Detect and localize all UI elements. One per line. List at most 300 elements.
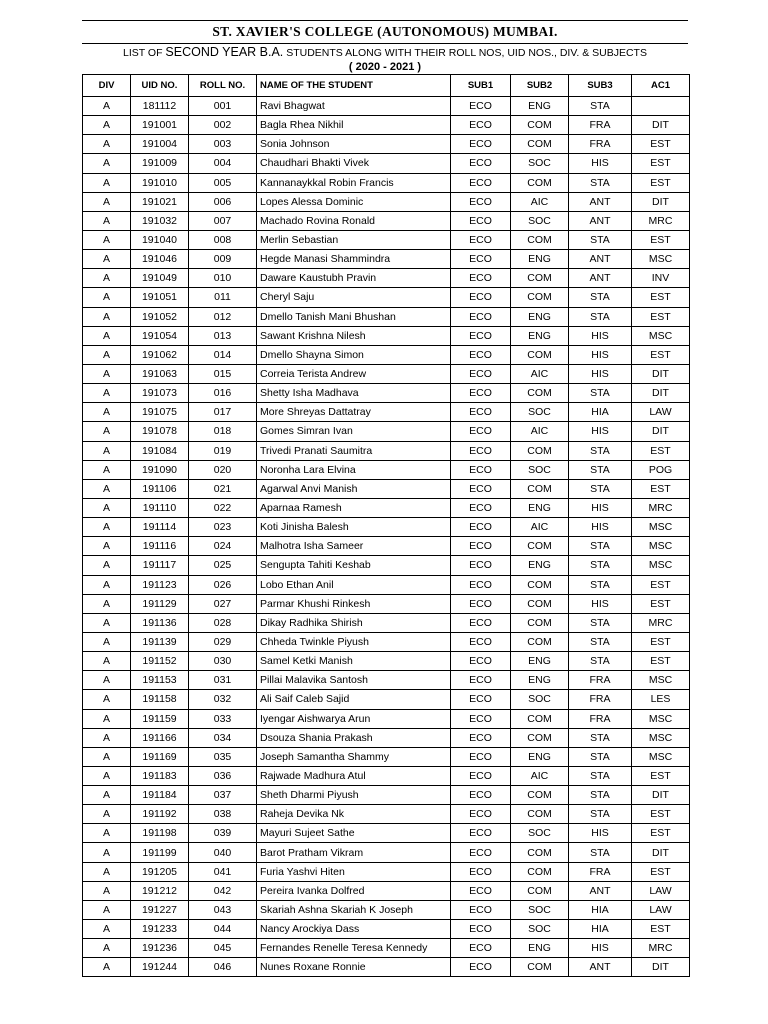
sub3-cell: HIS: [569, 518, 632, 537]
ac1-cell: DIT: [632, 422, 690, 441]
table-row: [83, 441, 690, 460]
ac1-cell: EST: [632, 920, 690, 939]
sub3-cell: STA: [569, 786, 632, 805]
roll-cell: 036: [189, 766, 257, 785]
ac1-cell: MRC: [632, 498, 690, 517]
sub1-cell: ECO: [451, 364, 511, 383]
div-cell: A: [83, 97, 131, 116]
div-cell: A: [83, 939, 131, 958]
div-cell: A: [83, 843, 131, 862]
sub2-cell: COM: [511, 173, 569, 192]
name-cell: Dmello Tanish Mani Bhushan: [257, 307, 451, 326]
uid-cell: 191078: [131, 422, 189, 441]
table-row: [83, 709, 690, 728]
sub3-cell: ANT: [569, 211, 632, 230]
div-cell: A: [83, 288, 131, 307]
name-cell: Pereira Ivanka Dolfred: [257, 881, 451, 900]
uid-cell: 191184: [131, 786, 189, 805]
div-cell: A: [83, 441, 131, 460]
sub2-cell: ENG: [511, 97, 569, 116]
uid-cell: 191183: [131, 766, 189, 785]
name-cell: Lobo Ethan Anil: [257, 575, 451, 594]
name-cell: Ravi Bhagwat: [257, 97, 451, 116]
sub2-cell: COM: [511, 613, 569, 632]
roll-cell: 044: [189, 920, 257, 939]
table-header-row: [83, 75, 690, 97]
roll-cell: 008: [189, 230, 257, 249]
table-row: [83, 154, 690, 173]
sub1-cell: ECO: [451, 766, 511, 785]
sub2-cell: ENG: [511, 556, 569, 575]
div-cell: A: [83, 824, 131, 843]
table-row: [83, 632, 690, 651]
ac1-cell: DIT: [632, 786, 690, 805]
sub1-cell: ECO: [451, 498, 511, 517]
div-cell: A: [83, 498, 131, 517]
name-cell: Iyengar Aishwarya Arun: [257, 709, 451, 728]
div-cell: A: [83, 594, 131, 613]
table-row: [83, 192, 690, 211]
uid-cell: 191159: [131, 709, 189, 728]
ac1-cell: MRC: [632, 211, 690, 230]
ac1-cell: LES: [632, 690, 690, 709]
ac1-cell: EST: [632, 594, 690, 613]
uid-cell: 191063: [131, 364, 189, 383]
uid-cell: 191139: [131, 632, 189, 651]
sub1-cell: ECO: [451, 479, 511, 498]
sub2-cell: ENG: [511, 939, 569, 958]
uid-cell: 191032: [131, 211, 189, 230]
roll-cell: 002: [189, 116, 257, 135]
name-cell: Agarwal Anvi Manish: [257, 479, 451, 498]
table-row: [83, 575, 690, 594]
div-cell: A: [83, 805, 131, 824]
sub2-cell: COM: [511, 479, 569, 498]
col-header-roll: ROLL NO.: [189, 75, 257, 97]
uid-cell: 191106: [131, 479, 189, 498]
table-row: [83, 652, 690, 671]
roll-cell: 007: [189, 211, 257, 230]
ac1-cell: EST: [632, 135, 690, 154]
sub3-cell: HIS: [569, 422, 632, 441]
sub1-cell: ECO: [451, 824, 511, 843]
sub3-cell: STA: [569, 728, 632, 747]
table-row: [83, 230, 690, 249]
div-cell: A: [83, 326, 131, 345]
sub2-cell: COM: [511, 288, 569, 307]
sub3-cell: STA: [569, 575, 632, 594]
sub3-cell: FRA: [569, 116, 632, 135]
ac1-cell: MSC: [632, 556, 690, 575]
name-cell: Lopes Alessa Dominic: [257, 192, 451, 211]
ac1-cell: [632, 97, 690, 116]
div-cell: A: [83, 345, 131, 364]
subtitle-emphasis: SECOND YEAR B.A.: [165, 45, 284, 59]
uid-cell: 191169: [131, 747, 189, 766]
sub2-cell: COM: [511, 594, 569, 613]
uid-cell: 181112: [131, 97, 189, 116]
div-cell: A: [83, 709, 131, 728]
ac1-cell: EST: [632, 307, 690, 326]
sub3-cell: HIS: [569, 326, 632, 345]
list-subtitle: [82, 43, 688, 60]
name-cell: Noronha Lara Elvina: [257, 460, 451, 479]
sub1-cell: ECO: [451, 345, 511, 364]
uid-cell: 191040: [131, 230, 189, 249]
ac1-cell: MSC: [632, 728, 690, 747]
div-cell: A: [83, 900, 131, 919]
sub3-cell: HIA: [569, 900, 632, 919]
sub2-cell: SOC: [511, 900, 569, 919]
sub3-cell: FRA: [569, 862, 632, 881]
name-cell: Shetty Isha Madhava: [257, 384, 451, 403]
table-row: [83, 747, 690, 766]
sub2-cell: SOC: [511, 403, 569, 422]
sub3-cell: HIS: [569, 939, 632, 958]
uid-cell: 191158: [131, 690, 189, 709]
roll-cell: 042: [189, 881, 257, 900]
roll-cell: 022: [189, 498, 257, 517]
roll-cell: 028: [189, 613, 257, 632]
ac1-cell: MSC: [632, 747, 690, 766]
roll-cell: 020: [189, 460, 257, 479]
name-cell: Rajwade Madhura Atul: [257, 766, 451, 785]
div-cell: A: [83, 920, 131, 939]
sub1-cell: ECO: [451, 154, 511, 173]
sub1-cell: ECO: [451, 747, 511, 766]
subtitle-prefix: LIST OF: [123, 47, 166, 59]
table-row: [83, 384, 690, 403]
sub2-cell: ENG: [511, 250, 569, 269]
sub3-cell: ANT: [569, 250, 632, 269]
sub1-cell: ECO: [451, 97, 511, 116]
ac1-cell: INV: [632, 269, 690, 288]
sub3-cell: HIS: [569, 154, 632, 173]
ac1-cell: DIT: [632, 384, 690, 403]
name-cell: Nancy Arockiya Dass: [257, 920, 451, 939]
name-cell: Sengupta Tahiti Keshab: [257, 556, 451, 575]
div-cell: A: [83, 364, 131, 383]
sub1-cell: ECO: [451, 269, 511, 288]
div-cell: A: [83, 211, 131, 230]
div-cell: A: [83, 690, 131, 709]
uid-cell: 191001: [131, 116, 189, 135]
uid-cell: 191009: [131, 154, 189, 173]
sub1-cell: ECO: [451, 288, 511, 307]
table-row: [83, 211, 690, 230]
name-cell: Furia Yashvi Hiten: [257, 862, 451, 881]
roll-cell: 030: [189, 652, 257, 671]
sub1-cell: ECO: [451, 881, 511, 900]
div-cell: A: [83, 652, 131, 671]
roll-cell: 034: [189, 728, 257, 747]
sub3-cell: HIA: [569, 403, 632, 422]
sub2-cell: COM: [511, 786, 569, 805]
academic-year: ( 2020 - 2021 ): [348, 61, 422, 73]
sub3-cell: STA: [569, 766, 632, 785]
sub2-cell: COM: [511, 632, 569, 651]
ac1-cell: DIT: [632, 192, 690, 211]
sub2-cell: AIC: [511, 766, 569, 785]
ac1-cell: EST: [632, 173, 690, 192]
name-cell: Malhotra Isha Sameer: [257, 537, 451, 556]
uid-cell: 191075: [131, 403, 189, 422]
roll-cell: 037: [189, 786, 257, 805]
sub1-cell: ECO: [451, 709, 511, 728]
ac1-cell: EST: [632, 652, 690, 671]
uid-cell: 191166: [131, 728, 189, 747]
sub1-cell: ECO: [451, 422, 511, 441]
roll-cell: 012: [189, 307, 257, 326]
sub2-cell: COM: [511, 958, 569, 977]
uid-cell: 191062: [131, 345, 189, 364]
roll-cell: 029: [189, 632, 257, 651]
div-cell: A: [83, 154, 131, 173]
sub3-cell: HIS: [569, 345, 632, 364]
div-cell: A: [83, 518, 131, 537]
ac1-cell: EST: [632, 862, 690, 881]
sub3-cell: HIS: [569, 498, 632, 517]
uid-cell: 191010: [131, 173, 189, 192]
table-row: [83, 843, 690, 862]
name-cell: Fernandes Renelle Teresa Kennedy: [257, 939, 451, 958]
uid-cell: 191110: [131, 498, 189, 517]
name-cell: Machado Rovina Ronald: [257, 211, 451, 230]
roll-cell: 040: [189, 843, 257, 862]
table-body: [83, 97, 690, 977]
roll-cell: 015: [189, 364, 257, 383]
div-cell: A: [83, 269, 131, 288]
name-cell: Sonia Johnson: [257, 135, 451, 154]
sub2-cell: COM: [511, 575, 569, 594]
roll-cell: 004: [189, 154, 257, 173]
uid-cell: 191205: [131, 862, 189, 881]
roll-cell: 006: [189, 192, 257, 211]
table-row: [83, 498, 690, 517]
sub2-cell: COM: [511, 441, 569, 460]
sub1-cell: ECO: [451, 690, 511, 709]
sub1-cell: ECO: [451, 594, 511, 613]
sub1-cell: ECO: [451, 632, 511, 651]
ac1-cell: EST: [632, 824, 690, 843]
ac1-cell: EST: [632, 288, 690, 307]
ac1-cell: MSC: [632, 709, 690, 728]
name-cell: Parmar Khushi Rinkesh: [257, 594, 451, 613]
sub1-cell: ECO: [451, 230, 511, 249]
ac1-cell: EST: [632, 766, 690, 785]
roll-cell: 039: [189, 824, 257, 843]
roll-cell: 023: [189, 518, 257, 537]
roll-cell: 003: [189, 135, 257, 154]
ac1-cell: POG: [632, 460, 690, 479]
div-cell: A: [83, 192, 131, 211]
div-cell: A: [83, 250, 131, 269]
roll-cell: 024: [189, 537, 257, 556]
uid-cell: 191004: [131, 135, 189, 154]
sub2-cell: SOC: [511, 920, 569, 939]
div-cell: A: [83, 575, 131, 594]
uid-cell: 191021: [131, 192, 189, 211]
name-cell: Aparnaa Ramesh: [257, 498, 451, 517]
sub2-cell: ENG: [511, 652, 569, 671]
sub3-cell: STA: [569, 556, 632, 575]
div-cell: A: [83, 613, 131, 632]
div-cell: A: [83, 403, 131, 422]
sub1-cell: ECO: [451, 173, 511, 192]
table-row: [83, 345, 690, 364]
uid-cell: 191090: [131, 460, 189, 479]
roll-cell: 011: [189, 288, 257, 307]
sub2-cell: COM: [511, 345, 569, 364]
sub2-cell: COM: [511, 537, 569, 556]
name-cell: Hegde Manasi Shammindra: [257, 250, 451, 269]
table-row: [83, 288, 690, 307]
ac1-cell: EST: [632, 805, 690, 824]
table-row: [83, 958, 690, 977]
col-header-sub1: SUB1: [451, 75, 511, 97]
roll-cell: 026: [189, 575, 257, 594]
ac1-cell: EST: [632, 154, 690, 173]
sub1-cell: ECO: [451, 786, 511, 805]
table-row: [83, 116, 690, 135]
name-cell: Sawant Krishna Nilesh: [257, 326, 451, 345]
uid-cell: 191153: [131, 671, 189, 690]
table-row: [83, 900, 690, 919]
div-cell: A: [83, 766, 131, 785]
sub2-cell: COM: [511, 881, 569, 900]
subtitle-suffix: STUDENTS ALONG WITH THEIR ROLL NOS, UID NOS., DIV. & SUBJECTS: [283, 47, 647, 59]
col-header-ac1: AC1: [632, 75, 690, 97]
table-row: [83, 862, 690, 881]
name-cell: Merlin Sebastian: [257, 230, 451, 249]
div-cell: A: [83, 422, 131, 441]
uid-cell: 191236: [131, 939, 189, 958]
roll-cell: 017: [189, 403, 257, 422]
sub2-cell: COM: [511, 728, 569, 747]
div-cell: A: [83, 537, 131, 556]
table-row: [83, 594, 690, 613]
table-row: [83, 403, 690, 422]
sub3-cell: STA: [569, 479, 632, 498]
sub3-cell: STA: [569, 460, 632, 479]
sub3-cell: STA: [569, 632, 632, 651]
ac1-cell: DIT: [632, 364, 690, 383]
div-cell: A: [83, 116, 131, 135]
sub1-cell: ECO: [451, 403, 511, 422]
table-row: [83, 671, 690, 690]
ac1-cell: DIT: [632, 958, 690, 977]
name-cell: Joseph Samantha Shammy: [257, 747, 451, 766]
ac1-cell: EST: [632, 632, 690, 651]
uid-cell: 191116: [131, 537, 189, 556]
sub1-cell: ECO: [451, 613, 511, 632]
uid-cell: 191073: [131, 384, 189, 403]
table-row: [83, 173, 690, 192]
name-cell: Pillai Malavika Santosh: [257, 671, 451, 690]
col-header-div: DIV: [83, 75, 131, 97]
sub3-cell: STA: [569, 537, 632, 556]
sub3-cell: ANT: [569, 192, 632, 211]
sub3-cell: ANT: [569, 269, 632, 288]
sub2-cell: COM: [511, 135, 569, 154]
ac1-cell: EST: [632, 230, 690, 249]
sub2-cell: SOC: [511, 460, 569, 479]
name-cell: Dmello Shayna Simon: [257, 345, 451, 364]
sub1-cell: ECO: [451, 671, 511, 690]
uid-cell: 191152: [131, 652, 189, 671]
table-row: [83, 269, 690, 288]
sub2-cell: AIC: [511, 364, 569, 383]
sub1-cell: ECO: [451, 843, 511, 862]
sub3-cell: STA: [569, 652, 632, 671]
ac1-cell: MSC: [632, 250, 690, 269]
table-row: [83, 422, 690, 441]
div-cell: A: [83, 479, 131, 498]
roll-cell: 001: [189, 97, 257, 116]
sub3-cell: ANT: [569, 881, 632, 900]
roll-cell: 005: [189, 173, 257, 192]
roll-cell: 031: [189, 671, 257, 690]
div-cell: A: [83, 556, 131, 575]
sub2-cell: COM: [511, 862, 569, 881]
sub3-cell: STA: [569, 384, 632, 403]
uid-cell: 191049: [131, 269, 189, 288]
div-cell: A: [83, 307, 131, 326]
name-cell: Sheth Dharmi Piyush: [257, 786, 451, 805]
roll-cell: 038: [189, 805, 257, 824]
sub1-cell: ECO: [451, 135, 511, 154]
ac1-cell: DIT: [632, 116, 690, 135]
table-row: [83, 766, 690, 785]
div-cell: A: [83, 747, 131, 766]
ac1-cell: MSC: [632, 518, 690, 537]
sub2-cell: COM: [511, 269, 569, 288]
div-cell: A: [83, 881, 131, 900]
table-row: [83, 728, 690, 747]
sub3-cell: FRA: [569, 135, 632, 154]
col-header-name: NAME OF THE STUDENT: [257, 75, 451, 97]
sub2-cell: ENG: [511, 307, 569, 326]
sub3-cell: STA: [569, 230, 632, 249]
roll-cell: 032: [189, 690, 257, 709]
sub2-cell: SOC: [511, 824, 569, 843]
uid-cell: 191054: [131, 326, 189, 345]
uid-cell: 191192: [131, 805, 189, 824]
name-cell: Ali Saif Caleb Sajid: [257, 690, 451, 709]
table-row: [83, 479, 690, 498]
roll-cell: 041: [189, 862, 257, 881]
roll-cell: 013: [189, 326, 257, 345]
sub2-cell: ENG: [511, 326, 569, 345]
name-cell: Mayuri Sujeet Sathe: [257, 824, 451, 843]
col-header-uid: UID NO.: [131, 75, 189, 97]
uid-cell: 191227: [131, 900, 189, 919]
sub3-cell: FRA: [569, 671, 632, 690]
sub1-cell: ECO: [451, 307, 511, 326]
sub1-cell: ECO: [451, 211, 511, 230]
uid-cell: 191212: [131, 881, 189, 900]
table-row: [83, 518, 690, 537]
name-cell: Bagla Rhea Nikhil: [257, 116, 451, 135]
table-row: [83, 881, 690, 900]
name-cell: Nunes Roxane Ronnie: [257, 958, 451, 977]
name-cell: Dikay Radhika Shirish: [257, 613, 451, 632]
sub2-cell: COM: [511, 709, 569, 728]
sub2-cell: ENG: [511, 671, 569, 690]
uid-cell: 191233: [131, 920, 189, 939]
roll-cell: 019: [189, 441, 257, 460]
table-row: [83, 939, 690, 958]
